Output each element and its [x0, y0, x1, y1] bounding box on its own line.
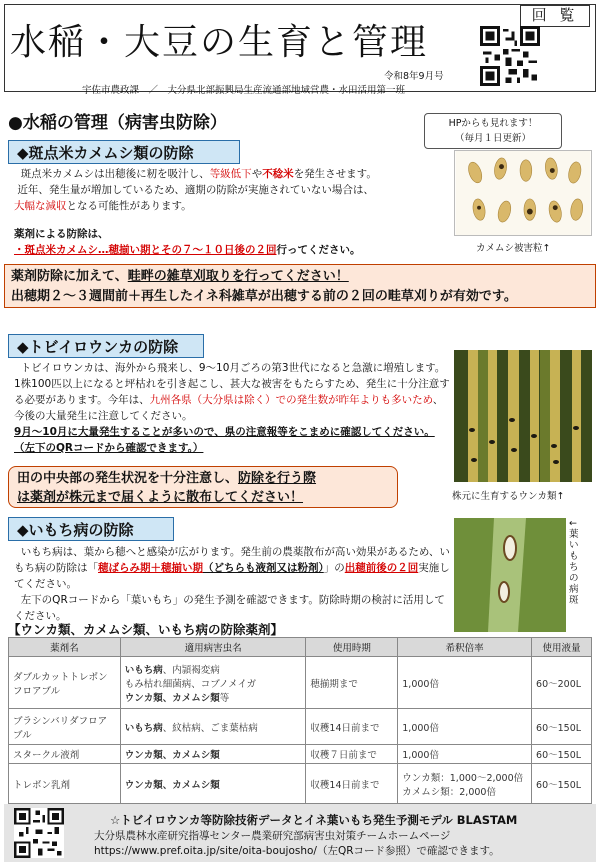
blast-paragraph: いもち病は、葉から穂へと感染が広がります。発生前の農薬散布が高い効果があるため、いもち病の防除は「穂ばらみ期＋穂揃い期（どちらも液剤又は粉剤）」の出穂前後の２回実施してください。 左下のQRコードから「葉いもち」の発生予測を確認できます。防除時期の検討に活用してください。 — [14, 546, 450, 622]
weeding-note: 薬剤防除に加えて、畦畔の雑草刈取りを行ってください！ 出穂期２～３週間前＋再生したイネ科雑草が出穂する前の２回の畦草刈りが有効です。 — [4, 264, 596, 308]
drug-dilution: 1,000倍 — [398, 709, 532, 745]
photo-caption: ←葉いもちの病斑 — [569, 518, 579, 606]
drug-name: スタークル液剤 — [9, 745, 121, 764]
section-title: ●水稲の管理（病害虫防除） — [8, 113, 227, 133]
planthopper-heading: ◆トビイロウンカの防除 — [8, 334, 204, 358]
blast-heading: ◆いもち病の防除 — [8, 517, 174, 541]
circulation-stamp: 回 覧 — [520, 5, 590, 27]
drug-name: トレボン乳剤 — [9, 764, 121, 804]
drug-volume: 60～150L — [532, 745, 592, 764]
stinkbug-paragraph: 斑点米カメムシは出穂後に籾を吸汁し、等級低下や不稔米を発生させます。 近年、発生量が増加しているため、適期の防除が実施されていない場合は、 大幅な減収となる可能性があります。 — [14, 168, 377, 212]
planthopper-photo — [454, 350, 592, 482]
drug-volume: 60～200L — [532, 657, 592, 709]
footer-org: 大分県農林水産研究指導センター農業研究部病害虫対策チームホームページ — [94, 830, 451, 842]
photo-caption: カメムシ被害粒↑ — [476, 243, 551, 254]
column-header: 希釈倍率 — [398, 638, 532, 657]
hp-callout — [424, 113, 562, 149]
hp-callout-line2: （毎月１日更新） — [454, 133, 531, 144]
issue-date: 令和8年9月号 — [384, 71, 444, 82]
drug-name: ダブルカットトレボンフロアブル — [9, 657, 121, 709]
column-header: 薬剤名 — [9, 638, 121, 657]
pesticide-table — [8, 637, 592, 804]
issuer-line: 宇佐市農政課 ／ 大分県北部振興局生産流通部地域営農・水田活用第一班 — [82, 85, 406, 96]
drug-targets: ウンカ類、カメムシ類 — [120, 764, 306, 804]
drug-timing: 収穫14日前まで — [306, 764, 398, 804]
spraying-note: 田の中央部の発生状況を十分注意し、防除を行う際 は薬剤が株元まで届くように散布してください！ — [8, 466, 398, 508]
drug-volume: 60～150L — [532, 709, 592, 745]
drug-timing: 収穫７日前まで — [306, 745, 398, 764]
hp-callout-line1: HPからも見れます！ — [448, 118, 538, 129]
table-row — [9, 657, 592, 709]
qr-code-icon[interactable] — [14, 808, 64, 858]
photo-caption: 株元に生育するウンカ類↑ — [452, 491, 565, 502]
column-header: 使用時期 — [306, 638, 398, 657]
qr-code-icon[interactable] — [480, 26, 540, 86]
table-row — [9, 709, 592, 745]
drug-name: ブラシンバリダフロアブル — [9, 709, 121, 745]
leaf-blast-photo — [454, 518, 566, 632]
stinkbug-control: 薬剤による防除は、 ・斑点米カメムシ…穂揃い期とその７～１０日後の２回行ってください。 — [14, 228, 361, 256]
drug-targets: いもち病、紋枯病、ごま葉枯病 — [120, 709, 306, 745]
damaged-grain-photo — [454, 150, 592, 236]
drug-dilution: ウンカ類：1,000～2,000倍 カメムシ類：2,000倍 — [398, 764, 532, 804]
table-row — [9, 745, 592, 764]
drug-timing: 穂揃期まで — [306, 657, 398, 709]
stinkbug-heading: ◆斑点米カメムシ類の防除 — [8, 140, 240, 164]
table-row — [9, 764, 592, 804]
drug-timing: 収穫14日前まで — [306, 709, 398, 745]
column-header: 使用液量 — [532, 638, 592, 657]
drug-targets: ウンカ類、カメムシ類 — [120, 745, 306, 764]
planthopper-paragraph: トビイロウンカは、海外から飛来し、9～10月ごろの第3世代になると急激に増殖します。1株100匹以上になると坪枯れを引き起こし、甚大な被害をもたらすため、発生に十分注意する必要があります。今年は、九州各県（大分県は除く）での発生数が昨年よりも多いため、今後の大量発生に注意してください。 9月～10月に大量発生することが多いので、県の注意報等をこまめに確認してください。（左下のQRコードから確認できます。） — [14, 362, 450, 454]
drug-volume: 60～150L — [532, 764, 592, 804]
drug-dilution: 1,000倍 — [398, 657, 532, 709]
drug-dilution: 1,000倍 — [398, 745, 532, 764]
table-title: 【ウンカ類、カメムシ類、いもち病の防除薬剤】 — [8, 622, 284, 637]
page-title: 水稲・大豆の生育と管理 — [10, 22, 429, 63]
column-header: 適用病害虫名 — [120, 638, 306, 657]
footer-title: ☆トビイロウンカ等防除技術データとイネ葉いもち発生予測モデル BLASTAM — [110, 813, 518, 827]
drug-targets: いもち病、内頴褐変病 もみ枯れ細菌病、コブノメイガ ウンカ類、カメムシ類等 — [120, 657, 306, 709]
table-header-row — [9, 638, 592, 657]
footer-url[interactable]: https://www.pref.oita.jp/site/oita-boujosho/（左QRコード参照）で確認できます。 — [94, 845, 500, 857]
